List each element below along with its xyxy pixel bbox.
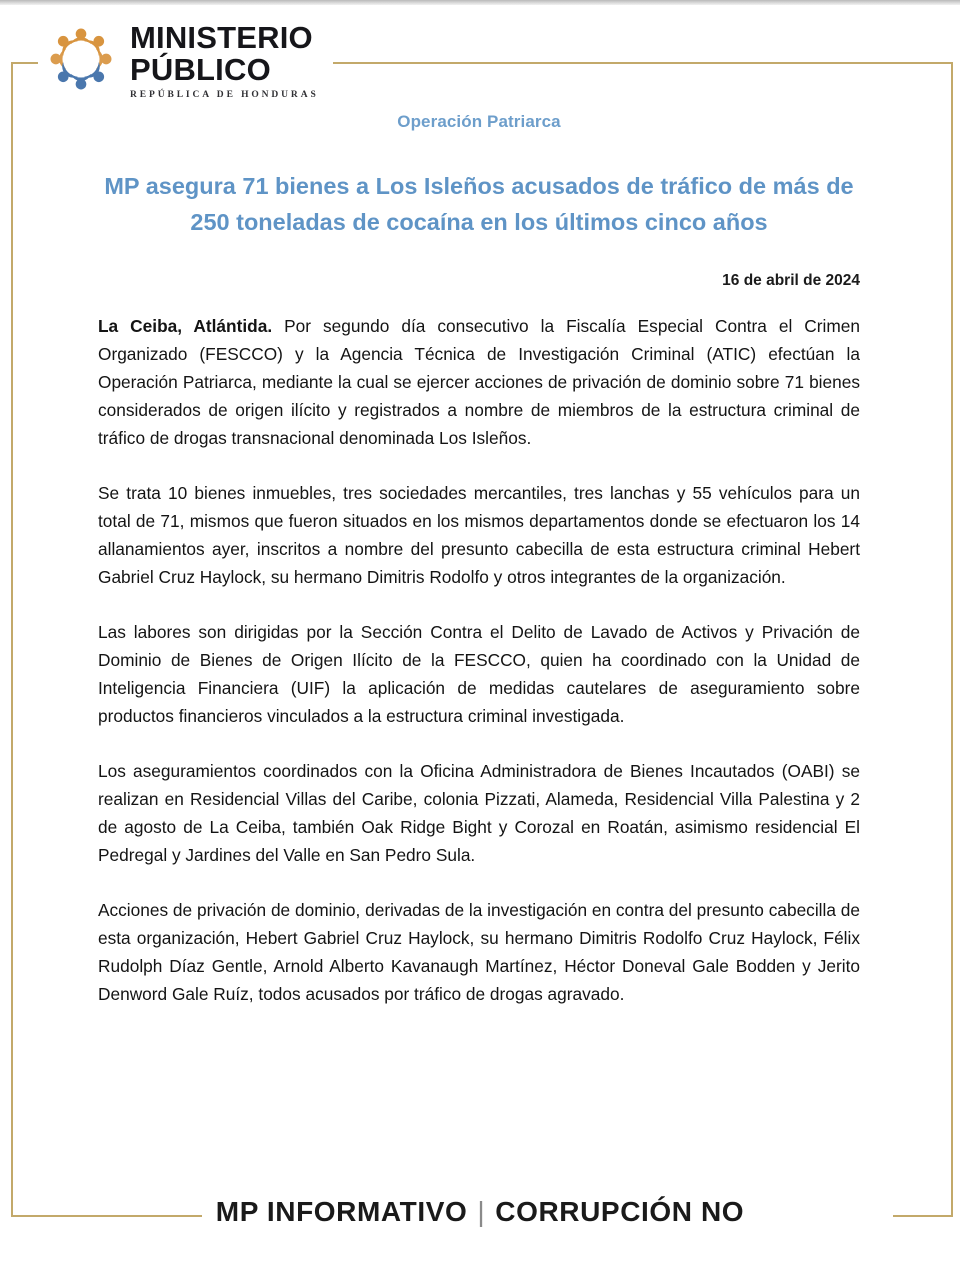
paragraph-1-text: Por segundo día consecutivo la Fiscalía Especial Contra el Crimen Organizado (FESCCO) y la Agencia Técnica de Investigación Criminal (ATIC) efectúan la Operación Patriarca, mediante la cual se ejercer acciones de privación de dominio sobre 71 bienes considerados de origen ilícito y registrados a nombre de miembros de la estructura criminal de tráfico de drogas transnacional denominada Los Isleños. (98, 316, 860, 448)
page-title: MP asegura 71 bienes a Los Isleños acusados de tráfico de más de 250 toneladas de cocaína en los últimos cinco años (104, 173, 854, 235)
paragraph-5: Acciones de privación de dominio, derivadas de la investigación en contra del presunto cabecilla de esta organización, Hebert Gabriel Cruz Haylock, su hermano Dimitris Rodolfo Cruz Haylock, Félix Rudolph Díaz Gentle, Arnold Alberto Kavanaugh Martínez, Héctor Doneval Gale Bodden y Jerito Denword Gale Ruíz, todos acusados por tráfico de drogas agravado. (98, 900, 860, 1004)
wordmark-subline-republica: REPÚBLICA DE HONDURAS (130, 90, 319, 100)
footer-slogan (202, 1196, 758, 1228)
footer-slogan-right: CORRUPCIÓN NO (495, 1196, 745, 1227)
document-body (98, 112, 860, 1008)
operation-kicker: Operación Patriarca (397, 112, 561, 131)
paragraph-1 (98, 312, 860, 452)
wordmark-line-ministerio: MINISTERIO (130, 20, 313, 55)
paragraph-4: Los aseguramientos coordinados con la Oficina Administradora de Bienes Incautados (OABI) se realizan en Residencial Villas del Caribe, colonia Pizzati, Alameda, Residencial Villa Palestina y 2 de agosto de La Ceiba, también Oak Ridge Bight y Corozal en Roatán, asimismo residencial El Pedregal y Jardines del Valle en San Pedro Sula. (98, 761, 860, 865)
wordmark-line-publico: PÚBLICO (130, 52, 271, 87)
dateline-place: La Ceiba, Atlántida. (98, 316, 273, 336)
frame-line-right (951, 62, 953, 1217)
top-scan-strip (0, 0, 960, 5)
article-text (98, 312, 860, 1008)
footer-separator: | (477, 1196, 486, 1227)
publication-date: 16 de abril de 2024 (722, 272, 860, 289)
frame-line-top-right (271, 62, 953, 64)
frame-line-left (11, 62, 13, 1217)
paragraph-3: Las labores son dirigidas por la Sección Contra el Delito de Lavado de Activos y Privación de Dominio de Bienes de Origen Ilícito de la FESCCO, quien ha coordinado con la Unidad de Inteligencia Financiera (UIF) la aplicación de medidas cautelares de aseguramiento sobre productos financieros vinculados a la estructura criminal investigada. (98, 622, 860, 726)
ministerio-publico-logo-icon (44, 22, 118, 96)
footer (0, 1196, 960, 1228)
wordmark (130, 18, 319, 100)
masthead (38, 18, 333, 100)
footer-slogan-left: MP INFORMATIVO (215, 1196, 468, 1227)
paragraph-2: Se trata 10 bienes inmuebles, tres sociedades mercantiles, tres lanchas y 55 vehículos para un total de 71, mismos que fueron situados en los mismos departamentos donde se efectuaron los 14 allanamientos ayer, inscritos a nombre del presunto cabecilla de esta estructura criminal Hebert Gabriel Cruz Haylock, su hermano Dimitris Rodolfo y otros integrantes de la organización. (98, 483, 860, 587)
